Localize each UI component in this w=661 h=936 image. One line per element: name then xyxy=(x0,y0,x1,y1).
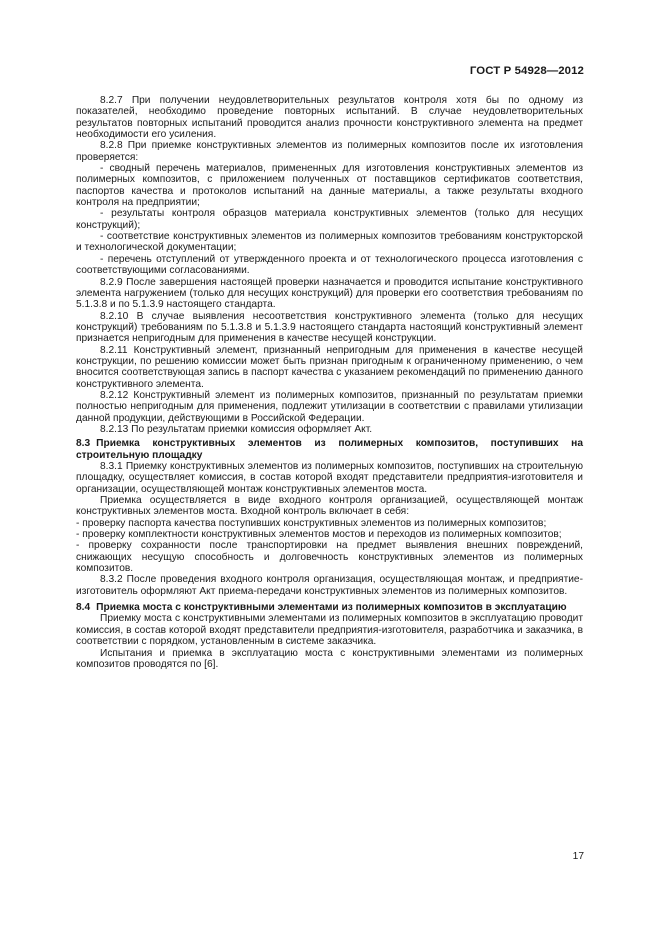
list-item: - сводный перечень материалов, примененных для изготовления конструктивных элементов из полимерных композитов, с приложением полученных от поставщиков сертификатов соответствия, паспортов качества и протоколов испытаний на данные материалы, а также результаты входного контроля на предприятии; xyxy=(76,163,583,209)
paragraph-8-3-1: 8.3.1 Приемку конструктивных элементов из полимерных композитов, поступивших на строительную площадку, осуществляет комиссия, в состав которой входят представители предприятия-изготовителя и организации, осуществляющей монтаж конструктивных элементов моста. xyxy=(76,461,583,495)
section-number: 8.4 xyxy=(76,602,91,614)
list-item: - проверку паспорта качества поступивших конструктивных элементов из полимерных композитов; xyxy=(76,517,547,529)
section-title: Приемка конструктивных элементов из полимерных композитов, поступивших на строительную площадку xyxy=(76,438,583,461)
paragraph: Приемку моста с конструктивными элементами из полимерных композитов в эксплуатацию проводит комиссия, в состав которой входят представители предприятия-изготовителя, разработчика и заказчика, в соответствии с порядком, установленным в системе заказчика. xyxy=(76,613,583,648)
list-item: - результаты контроля образцов материала конструктивных элементов (только для несущих конструкций); xyxy=(76,208,583,231)
paragraph-8-2-8: 8.2.8 При приемке конструктивных элементов из полимерных композитов после их изготовления проверяется: xyxy=(76,140,583,163)
paragraph: Испытания и приемка в эксплуатацию моста с конструктивными элементами из полимерных композитов проводятся по [6]. xyxy=(76,647,583,670)
paragraph-8-2-11: 8.2.11 Конструктивный элемент, признанный непригодным для применения в качестве несущей конструкции, по решению комиссии может быть признан пригодным к ограниченному применению, о чем вносится соответствующая запись в паспорт качества с указанием рекомендаций по применению данного конструктивного элемента. xyxy=(76,344,583,390)
list-item: - проверку сохранности после транспортировки на предмет выявления внешних повреждений, снижающих несущую способность и долговечность конструктивных элементов из полимерных композитов. xyxy=(76,540,583,575)
paragraph-8-2-13: 8.2.13 По результатам приемки комиссия оформляет Акт. xyxy=(100,423,373,435)
document-code: ГОСТ Р 54928—2012 xyxy=(469,65,584,77)
paragraph: Приемка осуществляется в виде входного контроля организацией, осуществляющей монтаж конструктивных элементов моста. Входной контроль включает в себя: xyxy=(76,495,583,518)
list-item: - перечень отступлений от утвержденного проекта и от технологического процесса изготовления с соответствующими согласованиями. xyxy=(76,253,583,277)
section-heading-8-3 xyxy=(76,438,583,461)
paragraph-8-3-2: 8.3.2 После проведения входного контроля организация, осуществляющая монтаж, и предприятие-изготовитель оформляют Акт приема-передачи конструктивных элементов из полимерных композитов. xyxy=(76,574,583,597)
paragraph-8-2-12: 8.2.12 Конструктивный элемент из полимерных композитов, признанный по результатам приемки полностью непригодным для применения, подлежит утилизации в соответствии с правилами утилизации данной продукции, действующими в Российской Федерации. xyxy=(76,389,583,424)
list-item: - соответствие конструктивных элементов из полимерных композитов требованиям конструкторской и технологической документации; xyxy=(76,231,583,254)
section-heading-8-4 xyxy=(76,602,583,613)
paragraph-8-2-7: 8.2.7 При получении неудовлетворительных результатов контроля хотя бы по одному из показателей, необходимо проведение повторных испытаний. В случае неудовлетворительных результатов повторных испытаний проводится анализ прочности конструктивного элемента на предмет необходимости его усиления. xyxy=(76,95,583,141)
list-item: - проверку комплектности конструктивных элементов мостов и переходов из полимерных композитов; xyxy=(76,529,562,541)
paragraph-8-2-9: 8.2.9 После завершения настоящей проверки назначается и проводится испытание конструктивного элемента нагружением (только для несущих конструкций) для проверки его соответствия требованиям по 5.1.3.8 и по 5.1.3.9 настоящего стандарта. xyxy=(76,276,583,311)
section-number: 8.3 xyxy=(76,438,91,450)
section-title: Приемка моста с конструктивными элементами из полимерных композитов в эксплуатацию xyxy=(96,602,567,614)
paragraph-8-2-10: 8.2.10 В случае выявления несоответствия конструктивного элемента (только для несущих конструкций) требованиям по 5.1.3.8 и 5.1.3.9 настоящего стандарта настоящий конструктивный элемент признается непригодным для применения в качестве несущей конструкции. xyxy=(76,310,583,345)
document-body xyxy=(76,95,583,670)
page-number: 17 xyxy=(572,851,584,862)
